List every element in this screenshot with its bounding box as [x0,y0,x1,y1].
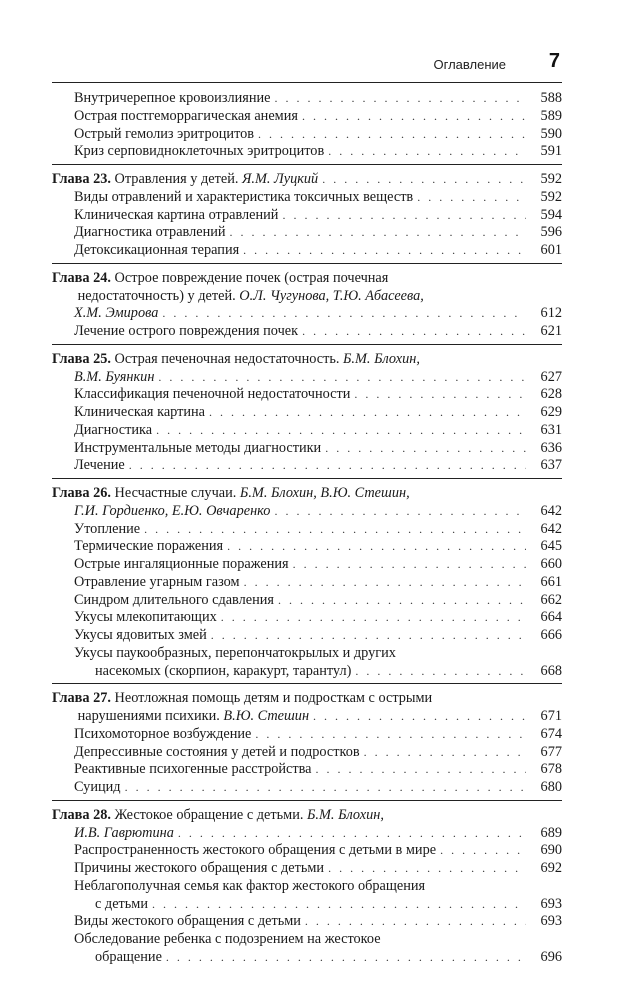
page-number: 668 [540,662,562,679]
toc-entry [52,457,562,475]
page-number: 592 [540,171,562,187]
page-number: 689 [540,824,562,841]
page-number: 588 [540,90,562,106]
leader-dots [152,896,526,914]
chapter-block [52,171,562,264]
entry-title: Внутричерепное кровоизлияние [74,90,271,106]
page-number: 592 [540,188,562,205]
entry-title: обращение [95,948,162,965]
entry-title: Детоксикационная терапия [74,242,240,258]
chapter-heading-line [52,825,562,843]
leader-dots [144,521,526,539]
chapter-label: Глава 26. [52,485,111,501]
chapter-heading-line [52,369,562,387]
entry-title: Виды жестокого обращения с детьми [74,913,301,930]
page-number: 594 [540,206,562,223]
chapter-title: Острая печеночная недостаточность. [110,350,343,367]
chapter-authors: Б.М. Блохин, [307,806,384,823]
entry-title: Распространенность жестокого обращения с детьми в мире [74,842,437,859]
leader-dots [166,949,526,967]
page-number: 696 [540,948,562,965]
leader-dots [325,440,526,458]
leader-dots [211,627,526,645]
entry-title: Депрессивные состояния у детей и подростков [74,743,360,760]
leader-dots [417,189,526,207]
chapter-label: Глава 28. [52,806,111,823]
toc-entry [52,422,562,440]
page-number: 674 [540,725,562,742]
toc-entry [52,521,562,539]
chapter-heading-line [52,503,562,521]
leader-dots [156,422,526,440]
chapter-authors: В.Ю. Стешин [223,708,310,724]
entry-title: Криз серповидноклеточных эритроцитов [74,143,325,160]
leader-dots [282,207,526,225]
chapter-authors: Б.М. Блохин, В.Ю. Стешин, [239,485,410,501]
toc-entry [52,592,562,610]
toc-entry [52,744,562,762]
leader-dots [302,323,526,341]
page-number: 621 [540,323,562,339]
toc-entry [52,896,562,914]
entry-title: Диагностика [74,421,153,438]
page-number: 636 [540,439,562,456]
leader-dots [227,538,526,556]
leader-dots [129,457,526,475]
leader-dots [278,592,526,610]
leader-dots [243,242,526,260]
leader-dots [275,90,527,108]
entry-title: Термические поражения [74,538,224,555]
page-number: 642 [540,502,562,519]
entry-title: Укусы ядовитых змей [74,627,207,643]
page-number: 627 [540,368,562,385]
chapter-authors: В.М. Буянкин [74,368,155,385]
chapter-authors: И.В. Гаврютина [74,824,174,841]
leader-dots [302,108,526,126]
entry-title: насекомых (скорпион, каракурт, тарантул) [95,662,352,679]
toc-entry [52,538,562,556]
toc-entry [52,726,562,744]
leader-dots [158,369,526,387]
page-number: 660 [540,556,562,572]
chapter-heading-line [52,288,562,306]
chapter-title: Неотложная помощь детям и подросткам с острыми [110,690,433,707]
toc-entry [52,108,562,126]
page-number: 590 [540,125,562,142]
toc-entry [52,645,562,663]
leader-dots [354,386,526,404]
page-number: 671 [540,708,562,724]
chapter-authors: Б.М. Блохин, [343,350,420,367]
toc-entry [52,574,562,592]
toc-entry [52,90,562,108]
entry-title: Причины жестокого обращения с детьми [74,860,325,876]
page-number: 591 [540,143,562,160]
chapter-label: Глава 24. [52,269,111,286]
page-header [52,52,562,83]
toc-entry [52,386,562,404]
chapter-label: Глава 25. [52,350,111,367]
leader-dots [328,860,526,878]
entry-title: Утопление [74,520,141,537]
toc-entry [52,207,562,225]
toc-entry [52,143,562,161]
entry-title: Лечение [74,457,125,474]
page-number: 677 [540,743,562,760]
header-page-number: 7 [548,50,560,72]
toc-entry [52,860,562,878]
page-number: 664 [540,609,562,626]
leader-dots [255,726,526,744]
leader-dots [209,404,526,422]
toc-entry [52,242,562,260]
entry-title: Острая постгеморрагическая анемия [74,107,298,124]
chapter-heading-line [52,270,562,288]
page-number: 662 [540,591,562,608]
table-of-contents [52,90,562,976]
leader-dots [230,224,526,242]
leader-dots [364,744,526,762]
page-number: 693 [540,913,562,930]
entry-title: Острый гемолиз эритроцитов [74,125,255,142]
page-number: 631 [540,421,562,438]
toc-entry [52,842,562,860]
entry-title: Укусы млекопитающих [74,609,217,626]
entry-title: с детьми [95,895,149,912]
chapter-block [52,690,562,801]
chapter-heading-line [52,690,562,708]
leader-dots [440,842,526,860]
toc-entry [52,609,562,627]
entry-title: Синдром длительного сдавления [74,591,274,608]
entry-title: Лечение острого повреждения почек [74,323,299,339]
chapter-title: Отравления у детей. [110,171,243,187]
page-number: 693 [540,895,562,912]
page-number: 601 [540,242,562,258]
page-number: 690 [540,842,562,859]
chapter-heading-line [52,807,562,825]
toc-entry [52,224,562,242]
chapter-title: недостаточность) у детей. [74,287,240,304]
chapter-title: Жестокое обращение с детьми. [110,806,307,823]
page-number: 589 [540,107,562,124]
page-number: 666 [540,627,562,643]
leader-dots [258,126,526,144]
entry-title: Классификация печеночной недостаточности [74,386,351,403]
entry-title: Виды отравлений и характеристика токсичных веществ [74,188,414,205]
entry-title: Суицид [74,779,121,795]
chapter-label: Глава 23. [52,171,111,187]
chapter-authors: Я.М. Луцкий [242,171,319,187]
chapter-authors: О.Л. Чугунова, Т.Ю. Абасеева, [239,287,424,304]
entry-title: Неблагополучная семья как фактор жестокого обращения [74,877,426,894]
chapter-authors: Г.И. Гордиенко, Е.Ю. Овчаренко [74,502,271,519]
entry-title: Отравление угарным газом [74,573,240,590]
entry-title: Клиническая картина [74,404,206,420]
toc-entry [52,323,562,341]
chapter-heading-line [52,708,562,726]
entry-title: Психомоторное возбуждение [74,725,252,742]
chapter-heading-line [52,351,562,369]
toc-entry [52,404,562,422]
toc-entry [52,761,562,779]
leader-dots [221,609,526,627]
chapter-heading-line [52,305,562,323]
leader-dots [313,708,526,726]
leader-dots [178,825,526,843]
entry-title: Инструментальные методы диагностики [74,439,322,456]
entry-title: Клиническая картина отравлений [74,206,279,223]
page-number: 661 [540,573,562,590]
page-number: 637 [540,457,562,474]
toc-entry [52,126,562,144]
chapter-label: Глава 27. [52,690,111,707]
chapter-block [52,270,562,345]
toc-entry [52,913,562,931]
leader-dots [355,663,526,681]
leader-dots [125,779,526,797]
chapter-heading-line [52,171,562,189]
leader-dots [316,761,526,779]
toc-entry [52,556,562,574]
chapter-title: нарушениями психики. [74,708,224,724]
leader-dots [322,171,526,189]
chapter-title: Острое повреждение почек (острая почечная [110,269,389,286]
leader-dots [244,574,526,592]
chapter-authors: Х.М. Эмирова [74,305,159,322]
page-number: 642 [540,520,562,537]
page-number: 680 [540,779,562,795]
entry-title: Диагностика отравлений [74,224,226,241]
page-number: 678 [540,761,562,778]
entry-title: Укусы паукообразных, перепончатокрылых и других [74,644,396,661]
toc-entry [52,189,562,207]
entry-title: Реактивные психогенные расстройства [74,761,312,778]
page-number: 645 [540,538,562,555]
page-number: 612 [540,305,562,322]
entry-title: Обследование ребенка с подозрением на жестокое [74,931,381,947]
page-number: 629 [540,404,562,420]
toc-entry [52,949,562,967]
leader-dots [328,143,526,161]
toc-entry [52,663,562,681]
toc-entry [52,931,562,949]
chapter-block [52,90,562,165]
page-number: 628 [540,386,562,403]
toc-entry [52,440,562,458]
toc-entry [52,878,562,896]
chapter-heading-line [52,485,562,503]
toc-entry [52,627,562,645]
leader-dots [293,556,526,574]
leader-dots [162,305,526,323]
chapter-title: Несчастные случаи. [110,485,240,501]
page-number: 692 [540,860,562,876]
toc-entry [52,779,562,797]
entry-title: Острые ингаляционные поражения [74,556,289,572]
header-title: Оглавление [433,57,506,72]
leader-dots [305,913,526,931]
chapter-block [52,807,562,970]
chapter-block [52,485,562,684]
chapter-block [52,351,562,479]
page-number: 596 [540,224,562,241]
leader-dots [274,503,526,521]
